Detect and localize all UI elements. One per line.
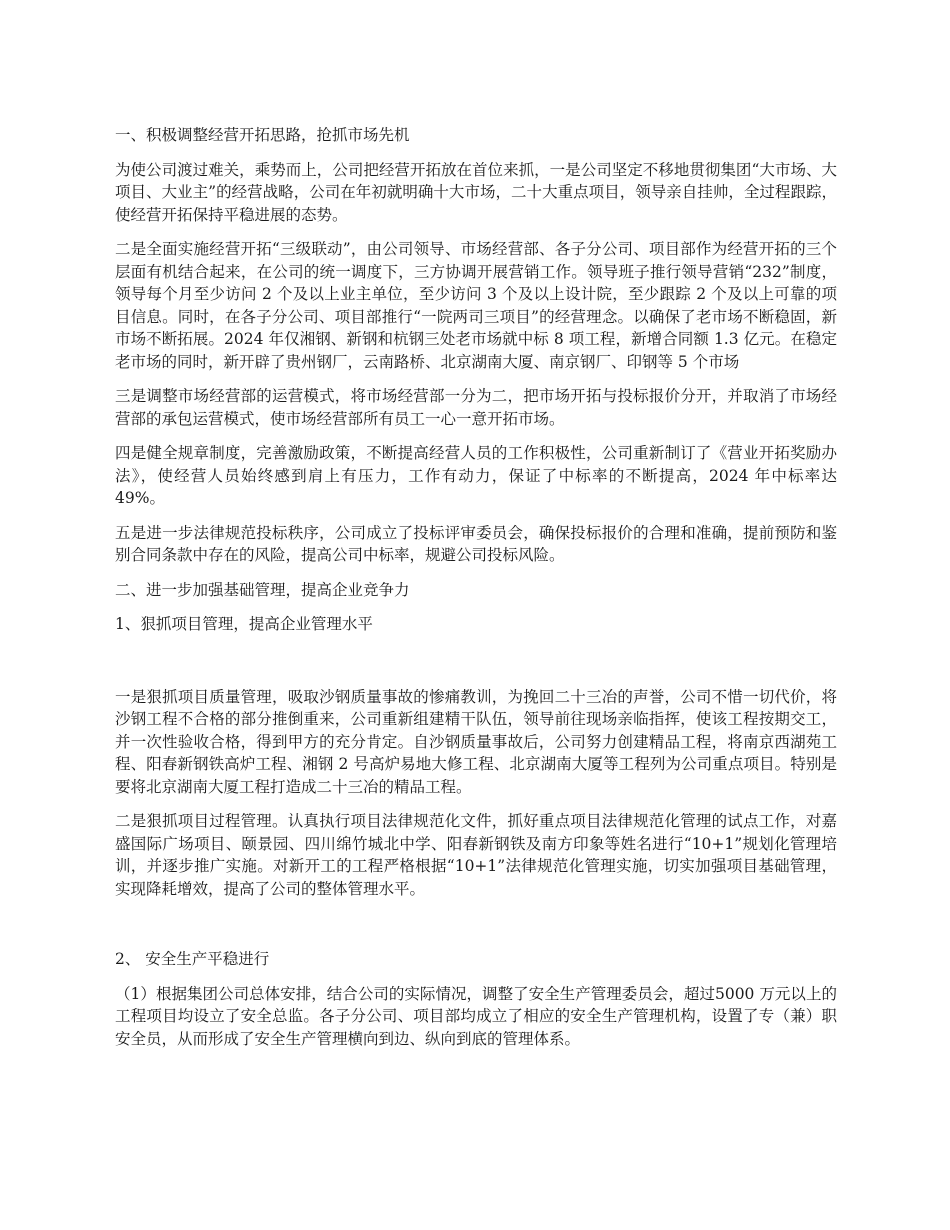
document-body	[115, 124, 837, 1062]
subsection-heading-2: 2、 安全生产平稳进行	[115, 950, 270, 968]
paragraph-safety-production: （1）根据集团公司总体安排，结合公司的实际情况，调整了安全生产管理委员会，超过5000 万元以上的工程项目均设立了安全总监。各子分公司、项目部均成立了相应的安全生产管理机构，设置了专（兼）职安全员，从而形成了安全生产管理横向到边、纵向到底的管理体系。	[115, 984, 837, 1048]
paragraph-quality-management: 一是狠抓项目质量管理，吸取沙钢质量事故的惨痛教训，为挽回二十三冶的声誉，公司不惜一切代价，将沙钢工程不合格的部分推倒重来，公司重新组建精干队伍，领导前往现场亲临指挥，使该工程按期交工，并一次性验收合格，得到甲方的充分肯定。自沙钢质量事故后，公司努力创建精品工程，将南京西湖苑工程、阳春新钢铁高炉工程、湘钢 2 号高炉易地大修工程、北京湖南大厦等工程列为公司重点项目。特别是要将北京湖南大厦工程打造成二十三冶的精品工程。	[115, 687, 837, 796]
blank-space	[115, 648, 837, 686]
paragraph-bidding-order: 五是进一步法律规范投标秩序，公司成立了投标评审委员会，确保投标报价的合理和准确，提前预防和鉴别合同条款中存在的风险，提高公司中标率，规避公司投标风险。	[115, 523, 837, 564]
section-heading-2: 二、进一步加强基础管理，提高企业竞争力	[115, 580, 410, 599]
blank-space	[115, 912, 837, 948]
paragraph-process-management: 二是狠抓项目过程管理。认真执行项目法律规范化文件，抓好重点项目法律规范化管理的试点工作，对嘉盛国际广场项目、颐景园、四川绵竹城北中学、阳春新钢铁及南方印象等姓名进行“10+1”规划化管理培训，并逐步推广实施。对新开工的工程严格根据“10+1”法律规范化管理实施，切实加强项目基础管理，实现降耗增效，提高了公司的整体管理水平。	[115, 812, 837, 898]
paragraph-incentive-policy: 四是健全规章制度，完善激励政策，不断提高经营人员的工作积极性，公司重新制订了《营业开拓奖励办法》，使经营人员始终感到肩上有压力，工作有动力，保证了中标率的不断提高，2024 年中标率达 49%。	[115, 444, 837, 507]
paragraph-market-strategy: 为使公司渡过难关，乘势而上，公司把经营开拓放在首位来抓，一是公司坚定不移地贯彻集团“大市场、大项目、大业主”的经营战略，公司在年初就明确十大市场，二十大重点项目，领导亲自挂帅，全过程跟踪，使经营开拓保持平稳进展的态势。	[115, 160, 837, 224]
paragraph-operating-model: 三是调整市场经营部的运营模式，将市场经营部一分为二，把市场开拓与投标报价分开，并取消了市场经营部的承包运营模式，使市场经营部所有员工一心一意开拓市场。	[115, 387, 837, 428]
subsection-heading-1: 1、狠抓项目管理，提高企业管理水平	[115, 615, 373, 633]
section-heading-1: 一、积极调整经营开拓思路，抢抓市场先机	[115, 126, 410, 144]
paragraph-three-level-linkage: 二是全面实施经营开拓“三级联动”，由公司领导、市场经营部、各子分公司、项目部作为经营开拓的三个层面有机结合起来，在公司的统一调度下，三方协调开展营销工作。领导班子推行领导营销“232”制度，领导每个月至少访问 2 个及以上业主单位，至少访问 3 个及以上设计院，至少跟踪 2 个及以上可靠的项目信息。同时，在各子分公司、项目部推行“一院两司三项目”的经营理念。以确保了老市场不断稳固，新市场不断拓展。2024 年仅湘钢、新钢和杭钢三处老市场就中标 8 项工程，新增合同额 1.3 亿元。在稳定老市场的同时，新开辟了贵州钢厂，云南路桥、北京湖南大厦、南京钢厂、印钢等 5 个市场	[115, 240, 837, 371]
